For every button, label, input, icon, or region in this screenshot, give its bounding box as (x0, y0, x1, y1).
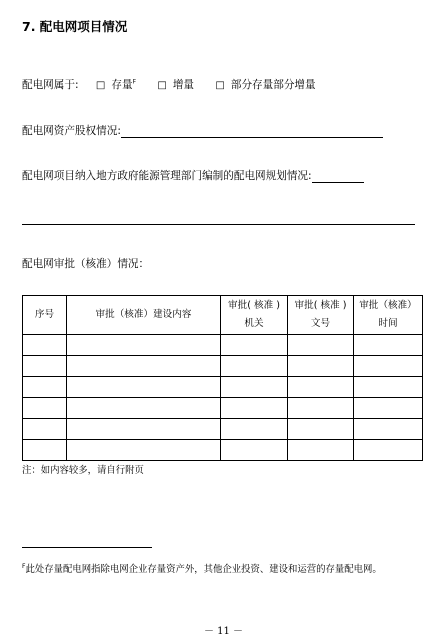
table-note: 注：如内容较多，请自行附页 (22, 465, 144, 476)
table-cell[interactable] (67, 335, 221, 356)
table-header-row (23, 296, 423, 335)
table-cell[interactable] (23, 356, 67, 377)
footnote-rule (22, 547, 152, 548)
table-cell[interactable] (288, 356, 354, 377)
table-row (23, 440, 423, 461)
table-cell[interactable] (288, 419, 354, 440)
table-cell[interactable] (67, 440, 221, 461)
planning-blank-line[interactable] (22, 224, 415, 225)
option-existing-label: 存量 (111, 79, 133, 91)
planning-blank[interactable] (312, 171, 364, 183)
footnote-text: 此处存量配电网指除电网企业存量资产外，其他企业投资、建设和运营的存量配电网。 (25, 564, 382, 576)
header-content: 审批（核准）建设内容 (67, 296, 221, 335)
ownership-label: 配电网属于: (22, 79, 79, 91)
table-cell[interactable] (23, 440, 67, 461)
table-cell[interactable] (23, 398, 67, 419)
table-row (23, 377, 423, 398)
header-time: 审批（核准） 时间 (354, 296, 423, 335)
footnote-mark: F (132, 78, 137, 86)
table-cell[interactable] (221, 377, 288, 398)
table-cell[interactable] (67, 398, 221, 419)
table-cell[interactable] (23, 335, 67, 356)
table-cell[interactable] (23, 377, 67, 398)
header-authority: 审批( 核准 ) 机关 (221, 296, 288, 335)
table-cell[interactable] (221, 356, 288, 377)
planning-row (22, 168, 364, 183)
option-incremental[interactable] (157, 77, 194, 92)
table-row (23, 398, 423, 419)
table-cell[interactable] (354, 356, 423, 377)
table-cell[interactable] (221, 398, 288, 419)
table-cell[interactable] (288, 335, 354, 356)
table-cell[interactable] (221, 335, 288, 356)
table-cell[interactable] (67, 419, 221, 440)
footnote-mark: F (22, 563, 26, 570)
page-number: － 11 － (203, 626, 244, 637)
table-cell[interactable] (288, 398, 354, 419)
equity-blank[interactable] (121, 126, 383, 138)
table-cell[interactable] (288, 440, 354, 461)
table-cell[interactable] (23, 419, 67, 440)
checkbox-icon[interactable]: □ (215, 80, 225, 91)
table-cell[interactable] (221, 440, 288, 461)
option-incremental-label: 增量 (172, 79, 195, 91)
table-cell[interactable] (67, 377, 221, 398)
approval-label: 配电网审批（核准）情况： (22, 258, 150, 270)
table-cell[interactable] (354, 377, 423, 398)
table-cell[interactable] (354, 419, 423, 440)
table-row (23, 356, 423, 377)
ownership-row (22, 77, 334, 92)
table-cell[interactable] (354, 398, 423, 419)
header-seq: 序号 (23, 296, 67, 335)
planning-label: 配电网项目纳入地方政府能源管理部门编制的配电网规划情况: (22, 170, 312, 182)
checkbox-icon[interactable]: □ (157, 80, 167, 91)
table-cell[interactable] (354, 335, 423, 356)
option-partial-label: 部分存量部分增量 (230, 79, 316, 91)
equity-row (22, 123, 383, 138)
checkbox-icon[interactable]: □ (95, 80, 106, 91)
table-row (23, 335, 423, 356)
header-doc-number: 审批( 核准 ) 文号 (288, 296, 354, 335)
table-cell[interactable] (67, 356, 221, 377)
option-partial[interactable] (215, 77, 315, 92)
table-row (23, 419, 423, 440)
approval-table (22, 295, 423, 461)
footnote (22, 557, 422, 579)
table-cell[interactable] (221, 419, 288, 440)
option-existing[interactable] (96, 77, 136, 92)
table-cell[interactable] (288, 377, 354, 398)
section-title: 7. 配电网项目情况 (22, 19, 128, 34)
table-cell[interactable] (354, 440, 423, 461)
equity-label: 配电网资产股权情况: (22, 125, 121, 137)
